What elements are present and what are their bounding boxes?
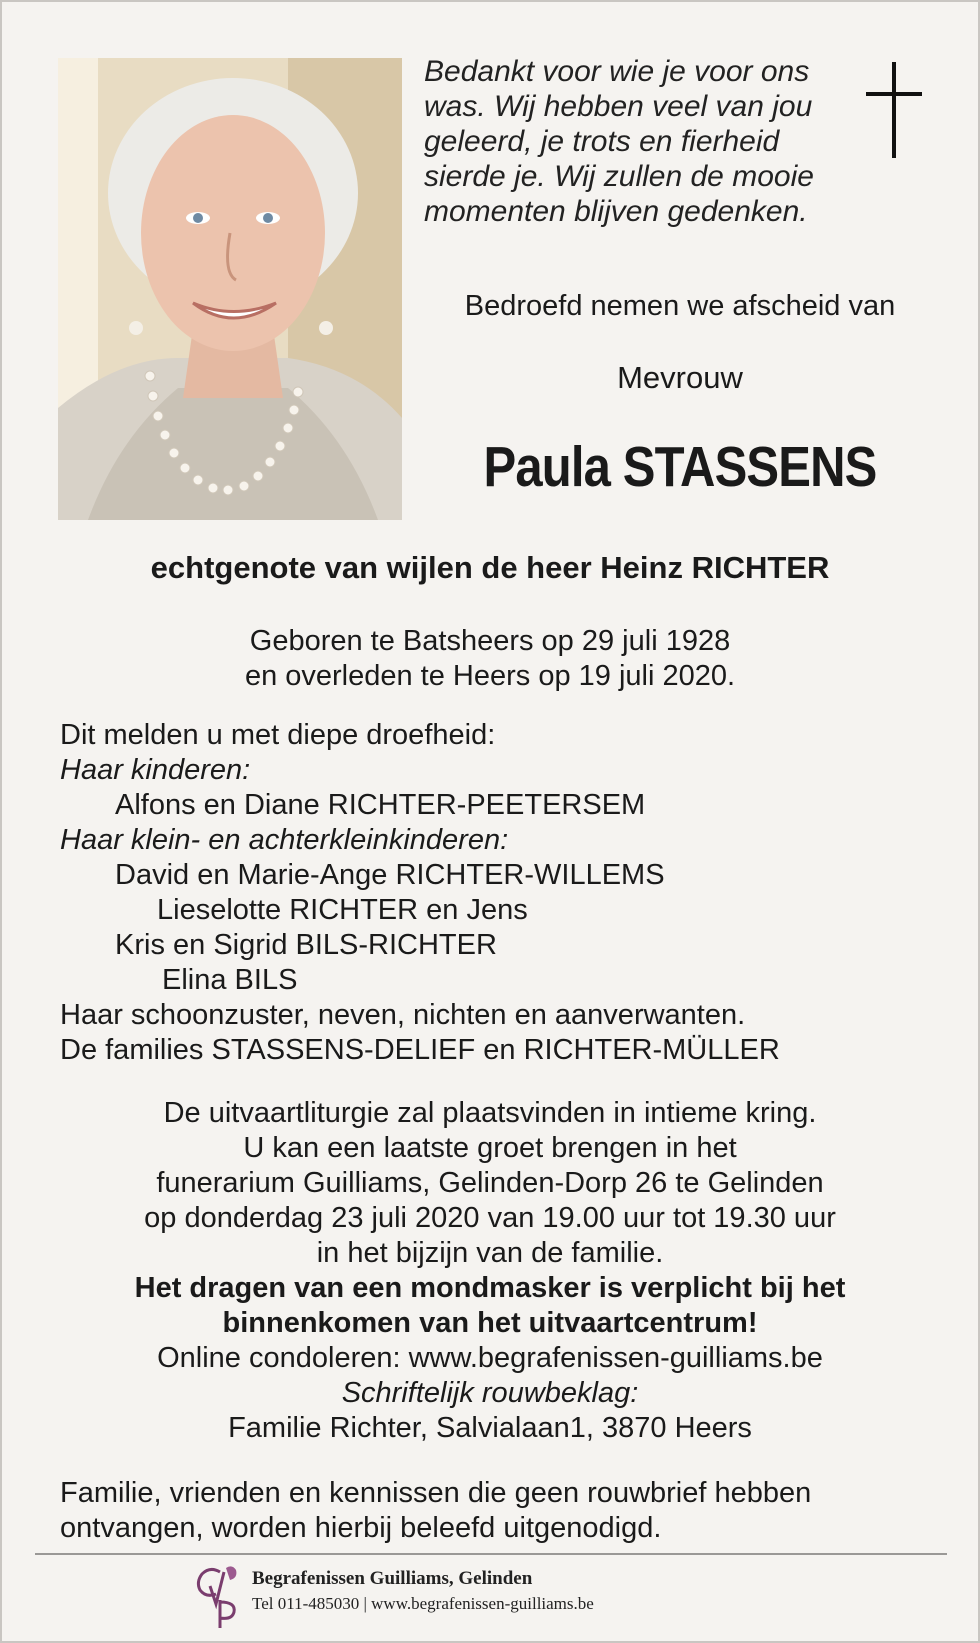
children-label: Haar kinderen:: [60, 754, 251, 786]
birth-line: Geboren te Batsheers op 29 juli 1928: [249, 625, 731, 657]
ceremony-line: De uitvaartliturgie zal plaatsvinden in intieme kring.: [163, 1097, 817, 1129]
deceased-name: Paula STASSENS: [483, 435, 877, 499]
funeral-home-text: [252, 1568, 594, 1614]
online-condolence: Online condoleren: www.begrafenissen-guilliams.be: [157, 1342, 823, 1374]
footer-divider: [35, 1553, 947, 1555]
closing-text: [60, 1476, 940, 1546]
memorial-poem: [424, 54, 844, 229]
written-condolence-label: Schriftelijk rouwbeklag:: [341, 1377, 639, 1409]
child-entry: Alfons en Diane RICHTER-PEETERSEM: [115, 789, 646, 821]
funeral-home-contact: Tel 011-485030 | www.begrafenissen-guilliams.be: [252, 1594, 594, 1613]
spouse-line: echtgenote van wijlen de heer Heinz RICHTER: [150, 550, 830, 585]
ceremony-line: op donderdag 23 juli 2020 van 19.00 uur tot 19.30 uur: [144, 1202, 836, 1234]
family-intro: Dit melden u met diepe droefheid:: [60, 719, 496, 751]
honorific: Mevrouw: [617, 360, 743, 395]
death-line: en overleden te Heers op 19 juli 2020.: [244, 660, 736, 692]
ceremony-info: [0, 1096, 980, 1446]
cross-icon: [866, 62, 922, 158]
poem-line: Bedankt voor wie je voor ons: [424, 55, 810, 88]
closing-line: Familie, vrienden en kennissen die geen rouwbrief hebben: [60, 1477, 812, 1509]
life-dates: [0, 624, 980, 694]
families-line: De families STASSENS-DELIEF en RICHTER-MÜLLER: [60, 1034, 780, 1066]
great-grandchild-entry: Elina BILS: [162, 964, 298, 996]
ceremony-line: U kan een laatste groet brengen in het: [243, 1132, 737, 1164]
poem-line: was. Wij hebben veel van jou: [424, 90, 813, 123]
mask-notice: binnenkomen van het uitvaartcentrum!: [222, 1307, 758, 1339]
portrait-photo: [58, 58, 402, 520]
mask-notice: Het dragen van een mondmasker is verplicht bij het: [134, 1272, 846, 1304]
funeral-home-footer: [190, 1562, 790, 1634]
great-grandchild-entry: Lieselotte RICHTER en Jens: [157, 894, 528, 926]
funeral-home-logo: [190, 1564, 242, 1630]
grandchild-entry: Kris en Sigrid BILS-RICHTER: [115, 929, 497, 961]
funeral-home-name: Begrafenissen Guilliams, Gelinden: [252, 1568, 533, 1589]
ceremony-line: funerarium Guilliams, Gelinden-Dorp 26 te Gelinden: [156, 1167, 824, 1199]
family-list: [60, 718, 940, 1068]
intro-text: Bedroefd nemen we afscheid van: [464, 290, 896, 322]
grandchildren-label: Haar klein- en achterkleinkinderen:: [60, 824, 509, 856]
poem-line: momenten blijven gedenken.: [424, 195, 808, 228]
closing-line: ontvangen, worden hierbij beleefd uitgenodigd.: [60, 1512, 662, 1544]
ceremony-line: in het bijzijn van de familie.: [316, 1237, 664, 1269]
written-condolence-address: Familie Richter, Salvialaan1, 3870 Heers: [228, 1412, 752, 1444]
grandchild-entry: David en Marie-Ange RICHTER-WILLEMS: [115, 859, 665, 891]
poem-line: sierde je. Wij zullen de mooie: [424, 160, 814, 193]
poem-line: geleerd, je trots en fierheid: [424, 125, 780, 158]
relatives-line: Haar schoonzuster, neven, nichten en aanverwanten.: [60, 999, 746, 1031]
